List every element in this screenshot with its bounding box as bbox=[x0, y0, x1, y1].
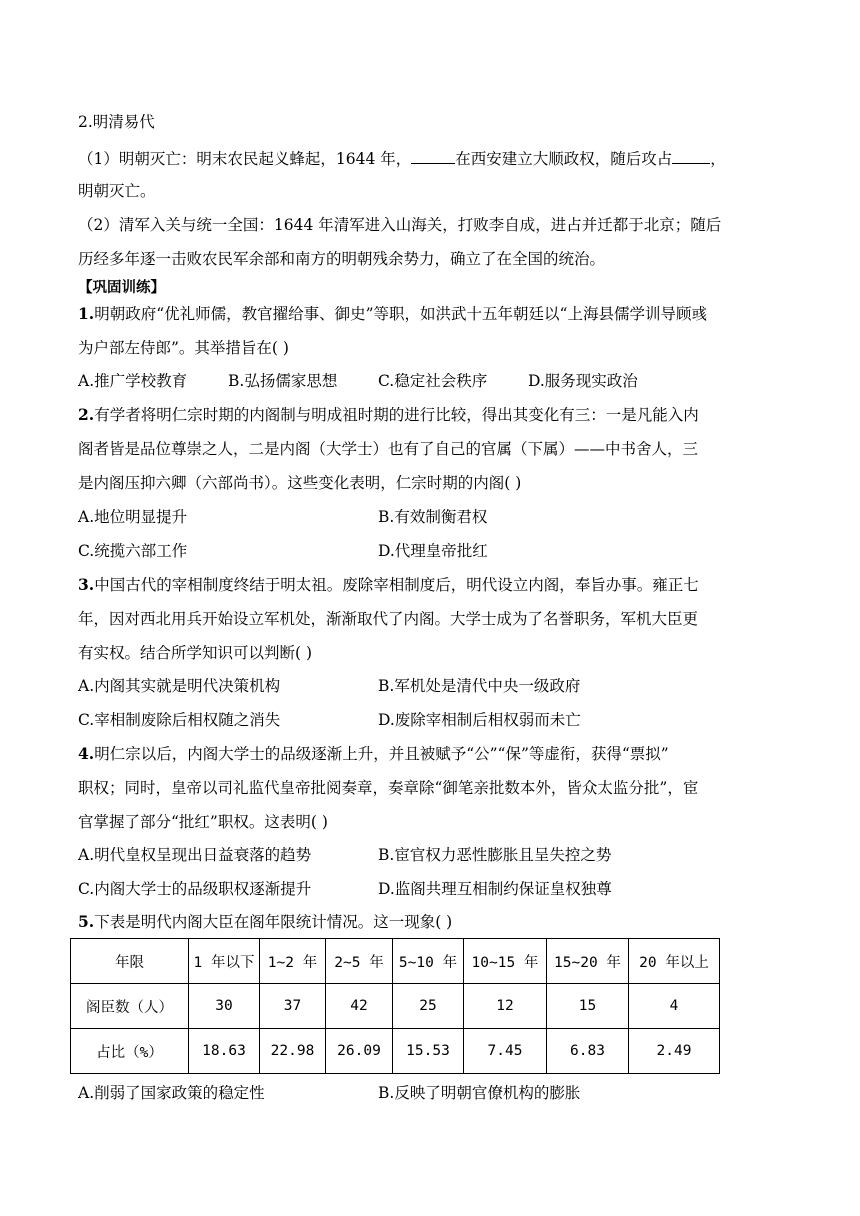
table-header-row bbox=[71, 939, 720, 984]
table-cell: 42 bbox=[326, 984, 393, 1029]
question-2: 2.有学者将明仁宗时期的内阁制与明成祖时期的进行比较，得出其变化有三：一是凡能入内 bbox=[78, 405, 699, 424]
table-cell: 5~10 年 bbox=[393, 939, 464, 984]
q3-option-d: D.废除宰相制后相权弱而未亡 bbox=[378, 711, 581, 729]
table-cell: 15 bbox=[547, 984, 629, 1029]
q3-option-a: A.内阁其实就是明代决策机构 bbox=[78, 677, 281, 695]
table-cell: 15.53 bbox=[393, 1029, 464, 1074]
q1-option-d: D.服务现实政治 bbox=[528, 372, 638, 390]
question-4-cont-2: 官掌握了部分“批红”职权。这表明( ) bbox=[78, 813, 328, 831]
table-cell: 37 bbox=[260, 984, 326, 1029]
q2-option-a: A.地位明显提升 bbox=[78, 508, 188, 526]
table-row bbox=[71, 1029, 720, 1074]
table-cell: 1~2 年 bbox=[260, 939, 326, 984]
table-cell: 7.45 bbox=[464, 1029, 547, 1074]
table-cell: 30 bbox=[189, 984, 260, 1029]
table-cell: 20 年以上 bbox=[629, 939, 720, 984]
question-3: 3.中国古代的宰相制度终结于明太祖。废除宰相制度后，明代设立内阁，奉旨办事。雍正七 bbox=[78, 575, 699, 594]
section-paragraph-1-cont: 明朝灭亡。 bbox=[78, 182, 156, 200]
q5-option-a: A.削弱了国家政策的稳定性 bbox=[78, 1084, 265, 1102]
table-cell: 25 bbox=[393, 984, 464, 1029]
table-cell: 22.98 bbox=[260, 1029, 326, 1074]
q2-option-b: B.有效制衡君权 bbox=[378, 508, 488, 526]
table-cell: 4 bbox=[629, 984, 720, 1029]
question-5: 5.下表是明代内阁大臣在阁年限统计情况。这一现象( ) bbox=[78, 912, 453, 931]
section-paragraph-1: （1）明朝灭亡：明末农民起义蜂起，1644 年， 在西安建立大顺政权，随后攻占 ， bbox=[78, 147, 726, 169]
q1-option-c: C.稳定社会秩序 bbox=[378, 372, 488, 390]
table-cell: 6.83 bbox=[547, 1029, 629, 1074]
question-2-cont-1: 阁者皆是品位尊崇之人，二是内阁（大学士）也有了自己的官属（下属）——中书舍人，三 bbox=[78, 440, 699, 458]
q4-option-c: C.内阁大学士的品级职权逐渐提升 bbox=[78, 880, 312, 898]
question-3-cont-1: 年，因对西北用兵开始设立军机处，渐渐取代了内阁。大学士成为了名誉职务，军机大臣更 bbox=[78, 610, 699, 628]
table-cell: 年限 bbox=[71, 939, 189, 984]
table-cell: 18.63 bbox=[189, 1029, 260, 1074]
q3-option-b: B.军机处是清代中央一级政府 bbox=[378, 677, 581, 695]
q1-option-b: B.弘扬儒家思想 bbox=[228, 372, 338, 390]
question-1: 1.明朝政府“优礼师儒，教官擢给事、御史”等职，如洪武十五年朝廷以“上海县儒学训导顾彧 bbox=[78, 304, 707, 323]
table-cell: 占比（%） bbox=[71, 1029, 189, 1074]
q2-option-c: C.统揽六部工作 bbox=[78, 542, 188, 560]
table-cell: 2.49 bbox=[629, 1029, 720, 1074]
section-paragraph-2-cont: 历经多年逐一击败农民军余部和南方的明朝残余势力，确立了在全国的统治。 bbox=[78, 250, 606, 268]
question-3-cont-2: 有实权。结合所学知识可以判断( ) bbox=[78, 644, 313, 662]
q3-option-c: C.宰相制废除后相权随之消失 bbox=[78, 711, 281, 729]
table-row bbox=[71, 984, 720, 1029]
question-4: 4.明仁宗以后，内阁大学士的品级逐渐上升，并且被赋予“公”“保”等虚衔，获得“票拟” bbox=[78, 744, 669, 763]
q2-option-d: D.代理皇帝批红 bbox=[378, 542, 488, 560]
q5-option-b: B.反映了明朝官僚机构的膨胀 bbox=[378, 1084, 581, 1102]
section-heading: 2.明清易代 bbox=[78, 113, 155, 131]
training-title: 【巩固训练】 bbox=[78, 279, 165, 296]
q4-option-b: B.宦官权力恶性膨胀且呈失控之势 bbox=[378, 846, 612, 864]
section-paragraph-2: （2）清军入关与统一全国：1644 年清军进入山海关，打败李自成，进占并迁都于北京；随后 bbox=[78, 216, 722, 234]
question-1-cont: 为户部左侍郎”。其举措旨在( ) bbox=[78, 339, 289, 357]
q4-option-d: D.监阁共理互相制约保证皇权独尊 bbox=[378, 880, 612, 898]
table-cell: 26.09 bbox=[326, 1029, 393, 1074]
q4-option-a: A.明代皇权呈现出日益衰落的趋势 bbox=[78, 846, 312, 864]
fill-blank-2 bbox=[672, 147, 710, 164]
table-cell: 10~15 年 bbox=[464, 939, 547, 984]
table-cell: 1 年以下 bbox=[189, 939, 260, 984]
table-cell: 12 bbox=[464, 984, 547, 1029]
table-cell: 2~5 年 bbox=[326, 939, 393, 984]
table-cell: 阁臣数（人） bbox=[71, 984, 189, 1029]
question-4-cont-1: 职权；同时，皇帝以司礼监代皇帝批阅奏章，奏章除“御笔亲批数本外，皆众太监分批”，宦 bbox=[78, 779, 699, 797]
stats-table bbox=[70, 938, 720, 1074]
question-2-cont-2: 是内阁压抑六卿（六部尚书）。这些变化表明，仁宗时期的内阁( ) bbox=[78, 474, 522, 492]
q1-option-a: A.推广学校教育 bbox=[78, 372, 188, 390]
fill-blank-1 bbox=[411, 147, 455, 164]
table-cell: 15~20 年 bbox=[547, 939, 629, 984]
